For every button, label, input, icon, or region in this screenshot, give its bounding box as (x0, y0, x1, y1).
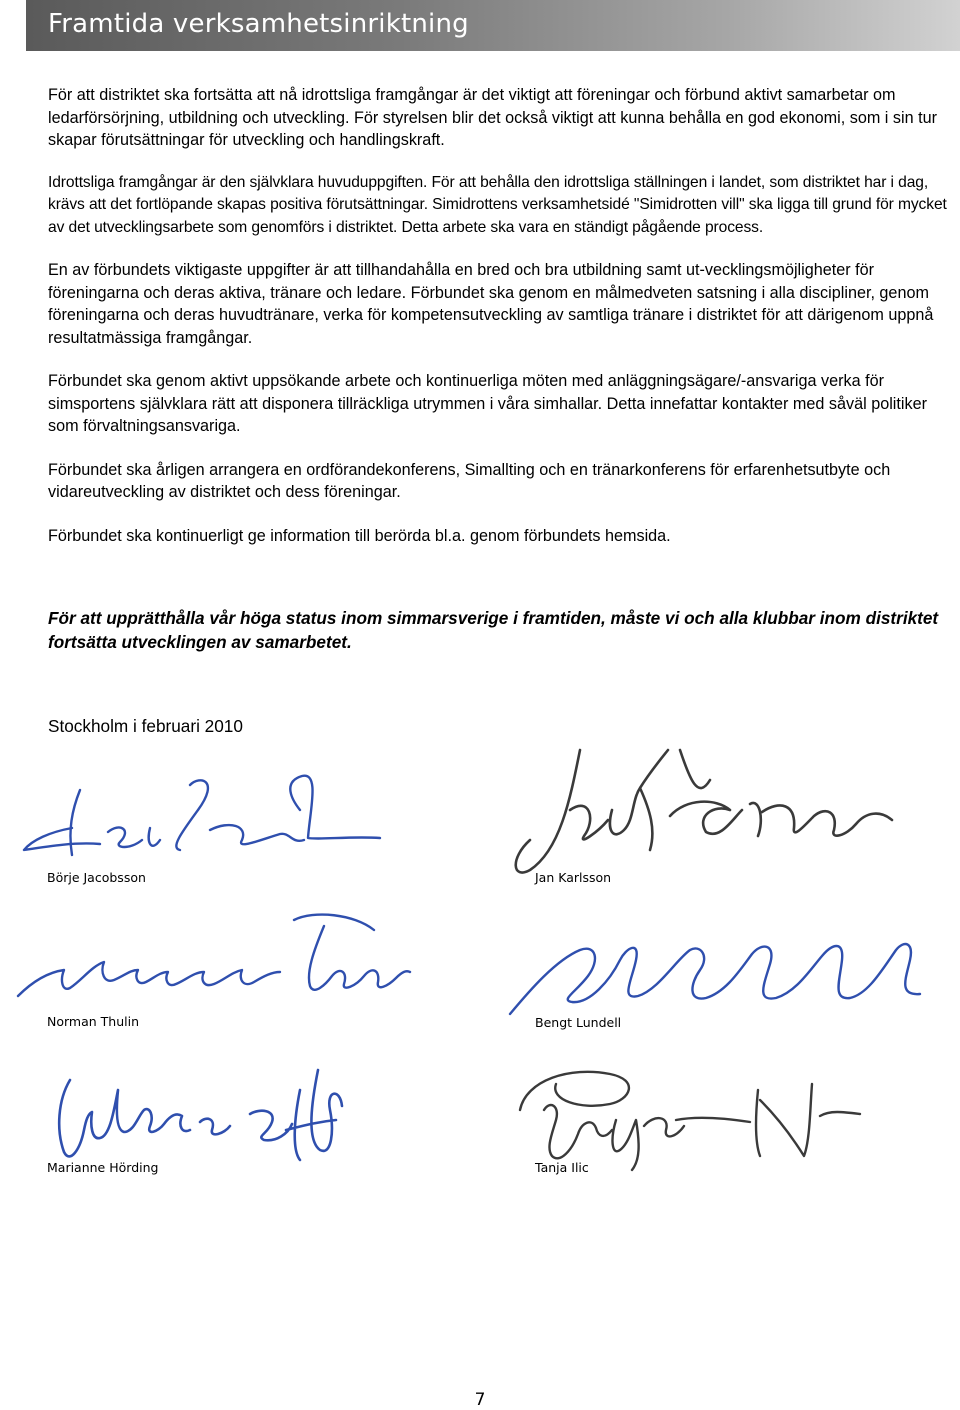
paragraph: Förbundet ska kontinuerligt ge information till berörda bl.a. genom förbundets hemsida. (48, 526, 671, 545)
paragraph: För att distriktet ska fortsätta att nå idrottsliga framgångar är det viktigt att föreningar och förbund aktivt samarbetar om ledarförsörjning, utbildning och utveckling. För styrelsen blir det också viktigt att kunna behålla en god ekonomi, som i sin tur skapar förutsättningar för utveckling och handlingskraft. (48, 86, 937, 149)
signature-drawing (500, 920, 940, 1020)
page-title: Framtida verksamhetsinriktning (48, 9, 469, 39)
signature-block (20, 770, 420, 890)
signature-drawing (500, 740, 940, 890)
signatory-name: Marianne Hörding (47, 1160, 159, 1175)
signature-block (14, 900, 414, 1040)
closing-statement: För att upprätthålla vår höga status inom simmarsverige i framtiden, måste vi och alla klubbar inom distriktet fortsätta utvecklingen av samarbetet. (48, 608, 939, 652)
signatory-name: Norman Thulin (47, 1014, 139, 1029)
place-date: Stockholm i februari 2010 (48, 716, 243, 736)
signature-drawing (40, 1060, 420, 1170)
signatory-name: Jan Karlsson (535, 870, 612, 885)
paragraph: Idrottsliga framgångar är den självklara huvuduppgiften. För att behålla den idrottsliga ställningen i landet, som distriktet har i dag, krävs att det fortlöpande skapas positiva förutsättningar. Simidrottens verksamhetsidé "Simidrotten vill" ska ligga till grund för mycket av det utvecklingsarbete som genomförs i distriktet. Detta arbete ska vara en ständigt pågående process. (48, 173, 947, 236)
signatory-name: Tanja Ilic (535, 1160, 589, 1175)
body-text (48, 84, 960, 568)
page-number: 7 (474, 1390, 486, 1410)
signature-block (500, 740, 940, 890)
signatory-name: Börje Jacobsson (47, 870, 146, 885)
section-header-bar (26, 0, 960, 51)
signature-drawing (14, 900, 414, 1020)
signature-block (40, 1060, 420, 1190)
paragraph: Förbundet ska genom aktivt uppsökande arbete och kontinuerliga möten med anläggningsägare/-ansvariga verka för simsportens självklara rätt att disponera tillräckliga utrymmen i våra simhallar. Detta innefattar kontakter med såväl politiker som förvaltningsansvariga. (48, 372, 927, 435)
signature-drawing (20, 770, 420, 880)
signature-block (500, 920, 940, 1040)
signature-block (500, 1060, 940, 1190)
signatory-name: Bengt Lundell (535, 1015, 622, 1030)
paragraph: En av förbundets viktigaste uppgifter är att tillhandahålla en bred och bra utbildning samt ut-vecklingsmöjligheter för föreningarna och deras aktiva, tränare och ledare. Förbundet ska genom en målmedveten satsning i alla discipliner, genom föreningarna och deras huvudtränare, verka för kompetensutveckling av samtliga tränare i distriktet för att därigenom uppnå resultatmässiga framgångar. (48, 261, 934, 347)
paragraph: Förbundet ska årligen arrangera en ordförandekonferens, Simallting och en tränarkonferens för erfarenhetsutbyte och vidareutveckling av distriktet och dess föreningar. (48, 460, 891, 501)
